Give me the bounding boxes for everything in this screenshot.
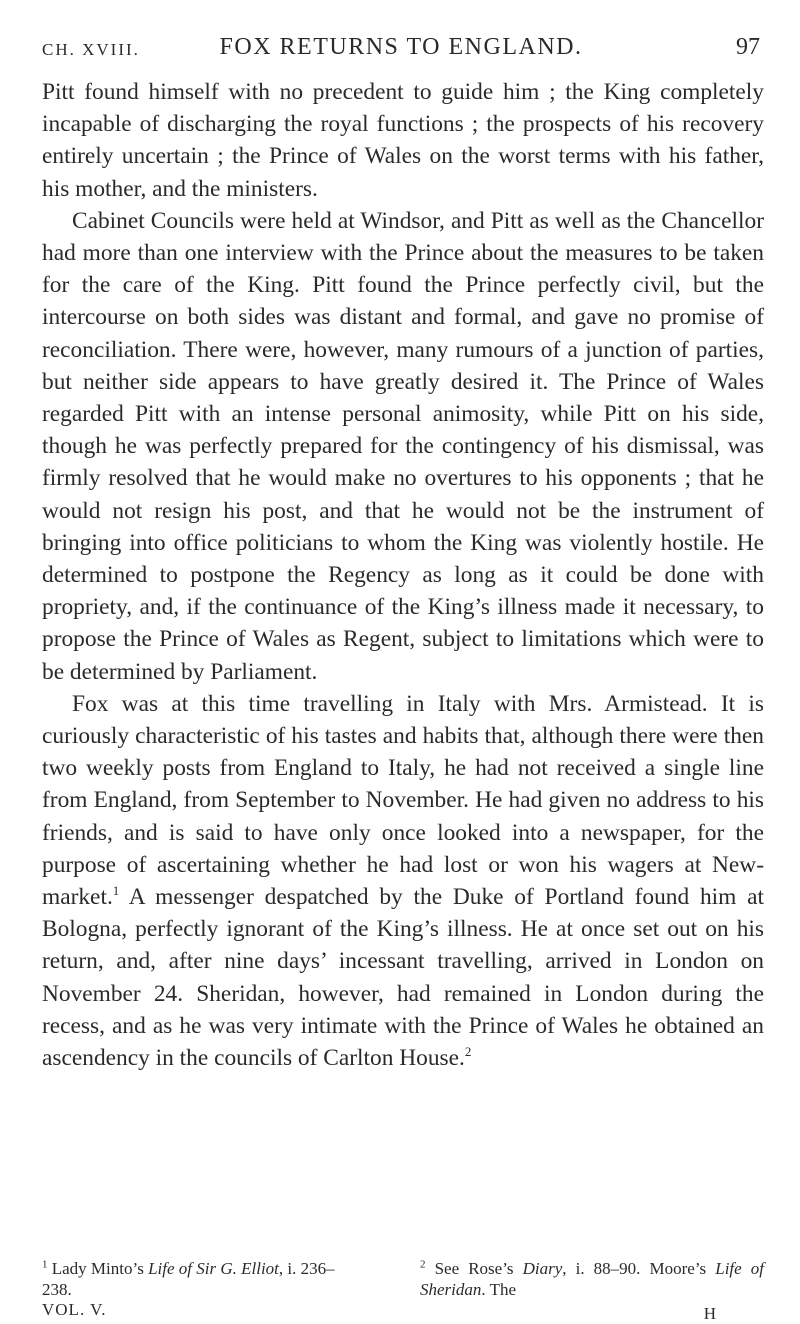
body-text bbox=[42, 76, 764, 1074]
footnote-2-italic-b: Life of Sheridan bbox=[420, 1259, 764, 1299]
paragraph-2: Cabinet Councils were held at Windsor, and Pitt as well as the Chancellor had more than one interview with the Prince about the measures to be taken for the care of the King. Pitt found the Prince perfectly civil, but the intercourse on both sides was distant and formal, and gave no promise of reconciliation. There were, however, many rumours of a junction of parties, but neither side appears to have greatly desired it. The Prince of Wales regarded Pitt with an intense personal animosity, while Pitt on his side, though he was perfectly prepared for the contingency of his dismissal, was firmly resolved that he would make no overtures to his opponents ; that he would not resign his post, and that he would not be the instrument of bringing into office politicians to whom the King was violently hostile. He determined to postpone the Regency as long as it could be done with propriety, and, if the continuance of the King’s illness made it necessary, to propose the Prince of Wales as Regent, subject to limitations which were to be determined by Parliament. bbox=[42, 207, 764, 685]
running-head bbox=[42, 34, 760, 64]
signature-mark: H bbox=[703, 1304, 716, 1323]
footnote-1-text-b: , i. 236–238. bbox=[42, 1259, 335, 1299]
footnote-2-marker: 2 bbox=[420, 1258, 426, 1271]
footnote-2-text-a: See Rose’s bbox=[425, 1259, 523, 1278]
footnote-1-marker: 1 bbox=[42, 1258, 48, 1271]
paragraph-1: Pitt found himself with no precedent to guide him ; the King completely incapable of discharging the royal functions ; the prospects of his recovery entirely uncertain ; the Prince of Wales on the worst terms with his father, his mother, and the ministers. bbox=[42, 79, 764, 202]
paragraph-3 bbox=[42, 688, 764, 1074]
page-number: 97 bbox=[736, 34, 760, 60]
footnote-1-italic: Life of Sir G. Elliot bbox=[148, 1259, 279, 1278]
footnote-2-text-c: . The bbox=[481, 1280, 517, 1299]
footnote-1-text-a: Lady Minto’s bbox=[47, 1259, 149, 1278]
footnote-1 bbox=[42, 1258, 342, 1300]
paragraph-3-part-1: Fox was at this time travelling in Italy with Mrs. Armistead. It is curiously characteristic of his tastes and habits that, although there were then two weekly posts from England to Italy, he had not received a single line from England, from September to November. He had given no address to his friends, and is said to have only once looked into a newspaper, for the purpose of ascertaining whether he had lost or won his wagers at Newmarket. bbox=[42, 690, 764, 911]
footnote-2 bbox=[420, 1258, 764, 1300]
footnote-ref-2: 2 bbox=[464, 1044, 472, 1060]
paragraph-3-part-2: A messenger despatched by the Duke of Portland found him at Bologna, perfectly ignorant of the King’s illness. He at once set out on his return, and, after nine days’ incessant travelling, arrived in London on November 24. Sheridan, however, had remained in London during the recess, and as he was very intimate with the Prince of Wales he obtained an ascendency in the councils of Carlton House. bbox=[42, 884, 764, 1072]
volume-label: VOL. V. bbox=[42, 1300, 107, 1319]
footnote-ref-1: 1 bbox=[112, 883, 120, 899]
chapter-label: CH. XVIII. bbox=[42, 40, 140, 59]
signature-row bbox=[42, 1300, 764, 1322]
running-title: FOX RETURNS TO ENGLAND. bbox=[219, 34, 583, 60]
footnote-2-italic-a: Diary bbox=[522, 1259, 563, 1278]
footnote-2-text-b: , i. 88–90. Moore’s bbox=[562, 1259, 716, 1278]
